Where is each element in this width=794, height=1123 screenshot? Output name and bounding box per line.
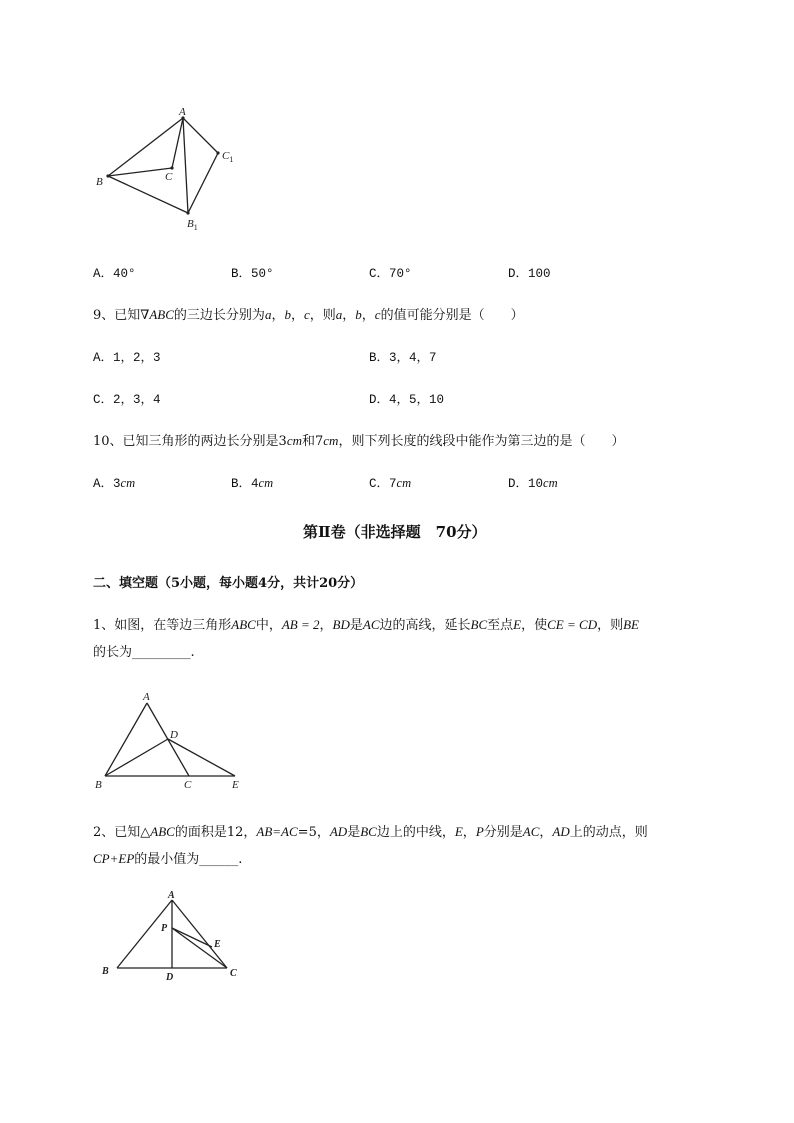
q10-d-unit: cm	[543, 476, 558, 490]
f1-ac: AC	[362, 617, 380, 632]
f2-line2	[93, 848, 242, 867]
f2-mid2: =5，	[297, 825, 330, 840]
f1-mid2: ，	[319, 618, 333, 633]
q9-c4: ，	[361, 308, 375, 323]
f2-mid4: 边上的中线，	[376, 825, 455, 840]
label-B1-main: B	[187, 218, 194, 230]
q8-option-b[interactable]: B．50°	[231, 267, 274, 281]
f1-abc: ABC	[231, 617, 256, 632]
label-C1	[222, 150, 233, 164]
q10-b-unit: cm	[258, 476, 274, 490]
f2-prefix: 2、已知△	[93, 825, 151, 840]
f1-mid7: ，则	[597, 618, 624, 633]
q10-end: ，则下列长度的线段中能作为第三边的是（ ）	[338, 434, 625, 449]
q9-end: 的值可能分别是（ ）	[380, 308, 524, 323]
f2-e: E	[454, 824, 463, 839]
label-B1	[187, 218, 198, 232]
q10-cm2: cm	[323, 433, 339, 448]
q10-a-num: A．3	[93, 477, 121, 491]
label-A: A	[168, 890, 175, 901]
label-E: E	[214, 939, 221, 950]
label-D: D	[166, 972, 174, 983]
f1-bd: BD	[332, 617, 350, 632]
f2-mid1: 的面积是12，	[174, 825, 257, 840]
q9-b2: b	[355, 307, 362, 322]
f2-abc: ABC	[150, 824, 175, 839]
q9-mid2: ，则	[309, 308, 336, 323]
f1-bc: BC	[470, 617, 488, 632]
f1-e: E	[513, 617, 522, 632]
q9-option-a[interactable]: A．1，2，3	[93, 351, 161, 365]
q9-a: a	[264, 307, 272, 322]
q9-c1: ，	[271, 308, 285, 323]
f2-comma: ，	[462, 825, 476, 840]
q9-option-c[interactable]: C．2，3，4	[93, 393, 161, 407]
q9-option-d[interactable]: D．4，5，10	[369, 393, 445, 407]
f1-eq2: CE = CD	[547, 617, 598, 632]
label-C1-sub: 1	[229, 155, 234, 164]
f2-expr: CP+EP	[93, 851, 135, 866]
q10-cm1: cm	[286, 433, 302, 448]
q10-d-num: D．10	[508, 477, 544, 491]
f2-ad: AD	[329, 824, 348, 839]
f1-mid1: 中，	[255, 618, 282, 633]
label-A: A	[179, 106, 186, 118]
q10-c-num: C．7	[369, 477, 397, 491]
q10-option-a[interactable]	[93, 473, 135, 491]
f1-be: BE	[623, 617, 639, 632]
q10-option-d[interactable]	[508, 473, 558, 491]
label-P: P	[161, 923, 168, 934]
f2-p: P	[475, 824, 484, 839]
q10-question	[93, 430, 624, 449]
q8-option-d[interactable]: D．100	[508, 267, 551, 281]
q9-prefix: 9、已知	[93, 308, 141, 323]
q9-c-2: c	[374, 307, 381, 322]
f1-line2: 的长为_________.	[93, 645, 195, 660]
f2-ac: AC	[522, 824, 540, 839]
q8-option-a[interactable]: A．40°	[93, 267, 136, 281]
f1-mid6: ，使	[521, 618, 548, 633]
q10-option-c[interactable]	[369, 473, 411, 491]
q10-mid: 和7	[302, 434, 324, 449]
label-C1-main: C	[222, 150, 230, 162]
q9-a2: a	[335, 307, 343, 322]
f1-mid5: 至点	[487, 618, 514, 633]
label-A: A	[143, 691, 150, 703]
f1-eq1: AB = 2	[281, 617, 320, 632]
label-C: C	[230, 968, 237, 979]
figure-isosceles-triangle	[95, 888, 255, 988]
f2-line2-text: 的最小值为______.	[134, 852, 243, 867]
q9-c: c	[303, 307, 310, 322]
f2-ad2: AD	[552, 824, 570, 839]
label-B: B	[96, 176, 103, 188]
label-D: D	[170, 729, 178, 741]
f2-mid3: 是	[347, 825, 361, 840]
f2-eq: AB=AC	[256, 824, 298, 839]
f2-question	[93, 821, 648, 840]
q9-c3: ，	[342, 308, 356, 323]
f1-mid3: 是	[349, 618, 363, 633]
figure-quadrilateral	[90, 100, 250, 240]
q10-prefix: 10、已知三角形的两边长分别是3	[93, 434, 287, 449]
f1-mid4: 边的高线，延长	[379, 618, 471, 633]
f2-comma2: ，	[539, 825, 553, 840]
part2-title: 第Ⅱ卷（非选择题 70分）	[303, 523, 487, 541]
q9-tri: ∇	[140, 308, 150, 323]
q9-question	[93, 304, 524, 323]
label-B: B	[102, 966, 109, 977]
q8-option-c[interactable]: C．70°	[369, 267, 412, 281]
f2-bc: BC	[360, 824, 377, 839]
f1-prefix: 1、如图，在等边三角形	[93, 618, 232, 633]
q10-a-unit: cm	[120, 476, 136, 490]
q10-option-b[interactable]	[231, 473, 273, 491]
f2-mid6: 上的动点，则	[569, 825, 648, 840]
q10-b-num: B．4	[231, 477, 259, 491]
label-B1-sub: 1	[193, 223, 198, 232]
label-C: C	[165, 171, 173, 183]
q10-c-unit: cm	[396, 476, 412, 490]
label-C: C	[184, 779, 192, 791]
q9-abc: ABC	[149, 307, 174, 322]
q9-mid: 的三边长分别为	[173, 308, 265, 323]
label-E: E	[232, 779, 239, 791]
f2-mid5: 分别是	[483, 825, 523, 840]
q9-b: b	[284, 307, 291, 322]
figure-triangle-extended	[90, 688, 260, 798]
q9-option-b[interactable]: B．3，4，7	[369, 351, 437, 365]
q9-c2: ，	[290, 308, 304, 323]
label-B: B	[95, 779, 102, 791]
section2-title: 二、填空题（5小题，每小题4分，共计20分）	[93, 576, 364, 591]
f1-question	[93, 614, 639, 633]
